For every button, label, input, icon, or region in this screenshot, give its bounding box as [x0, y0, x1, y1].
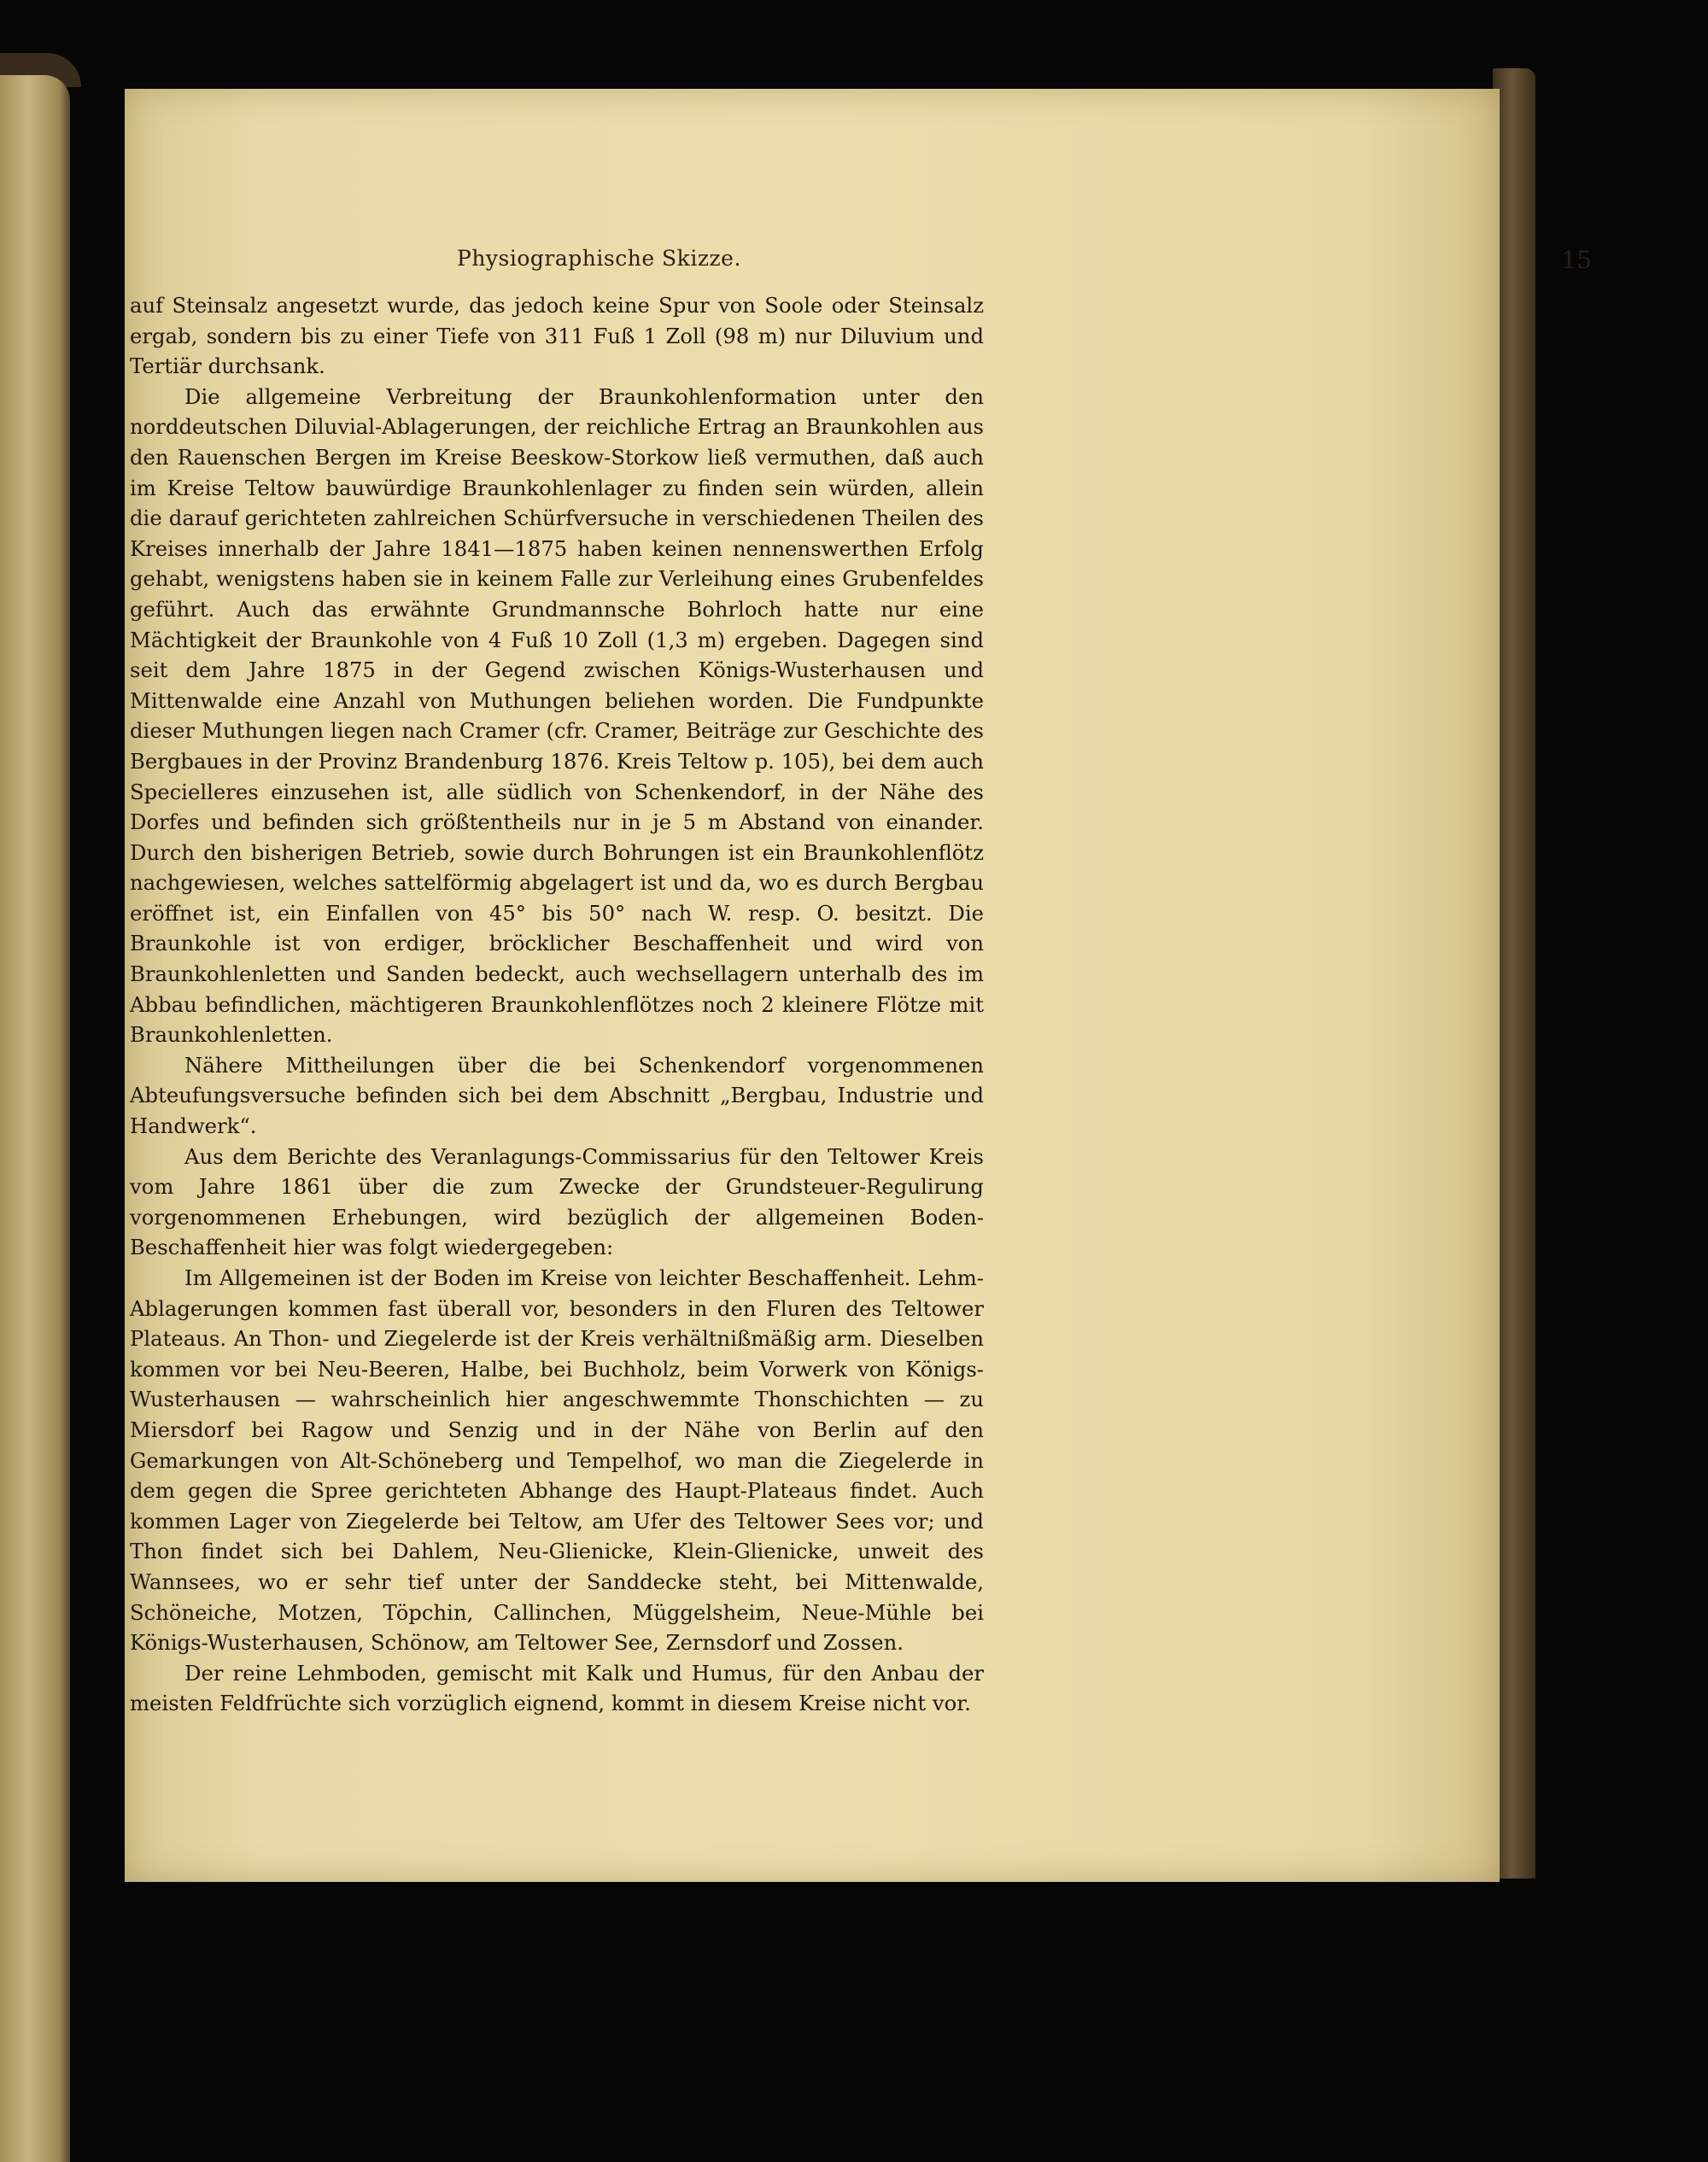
paragraph: Nähere Mittheilungen über die bei Schenkendorf vorgenommenen Abteufungsversuche befinden sich bei dem Abschnitt „Bergbau, Industrie und Handwerk“. — [130, 1052, 984, 1139]
running-title: Physiographische Skizze. — [457, 246, 741, 271]
paragraph: auf Steinsalz angesetzt wurde, das jedoch keine Spur von Soole oder Steinsalz ergab, sondern bis zu einer Tiefe von 311 Fuß 1 Zoll (98 m) nur Diluvium und Tertiär durchsank. — [130, 293, 984, 379]
page-body — [130, 290, 984, 1719]
page-header — [256, 246, 1631, 280]
left-page-edge — [0, 75, 70, 2162]
paragraph: Die allgemeine Verbreitung der Braunkohlenformation unter den norddeutschen Diluvial-Ablagerungen, der reichliche Ertrag an Braunkohlen aus den Rauenschen Bergen im Kreise Beeskow-Storkow ließ vermuthen, daß auch im Kreise Teltow bauwürdige Braunkohlenlager zu finden sein würden, allein die darauf gerichteten zahlreichen Schürfversuche in verschiedenen Theilen des Kreises innerhalb der Jahre 1841—1875 haben keinen nennenswerthen Erfolg gehabt, wenigstens haben sie in keinem Falle zur Verleihung eines Grubenfeldes geführt. Auch das erwähnte Grundmannsche Bohrloch hatte nur eine Mächtigkeit der Braunkohle von 4 Fuß 10 Zoll (1,3 m) ergeben. Dagegen sind seit dem Jahre 1875 in der Gegend zwischen Königs-Wusterhausen und Mittenwalde eine Anzahl von Muthungen beliehen worden. Die Fundpunkte dieser Muthungen liegen nach Cramer (cfr. Cramer, Beiträge zur Geschichte des Bergbaues in der Provinz Brandenburg 1876. Kreis Teltow p. 105), bei dem auch Specielleres einzusehen ist, alle südlich von Schenkendorf, in der Nähe des Dorfes und befinden sich größtentheils nur in je 5 m Abstand von einander. Durch den bisherigen Betrieb, sowie durch Bohrungen ist ein Braunkohlenflötz nachgewiesen, welches sattelförmig abgelagert ist und da, wo es durch Bergbau eröffnet ist, ein Einfallen von 45° bis 50° nach W. resp. O. besitzt. Die Braunkohle ist von erdiger, bröcklicher Beschaffenheit und wird von Braunkohlenletten und Sanden bedeckt, auch wechsellagern unterhalb des im Abbau befindlichen, mächtigeren Braunkohlenflötzes noch 2 kleinere Flötze mit Braunkohlenletten. — [130, 383, 984, 1048]
paragraph: Der reine Lehmboden, gemischt mit Kalk und Humus, für den Anbau der meisten Feldfrüchte sich vorzüglich eignend, kommt in diesem Kreise nicht vor. — [130, 1660, 984, 1716]
paragraph: Im Allgemeinen ist der Boden im Kreise von leichter Beschaffenheit. Lehm-Ablagerungen kommen fast überall vor, besonders in den Fluren des Teltower Plateaus. An Thon- und Ziegelerde ist der Kreis verhältnißmäßig arm. Dieselben kommen vor bei Neu-Beeren, Halbe, bei Buchholz, beim Vorwerk von Königs-Wusterhausen — wahrscheinlich hier angeschwemmte Thonschichten — zu Miersdorf bei Ragow und Senzig und in der Nähe von Berlin auf den Gemarkungen von Alt-Schöneberg und Tempelhof, wo man die Ziegelerde in dem gegen die Spree gerichteten Abhange des Haupt-Plateaus findet. Auch kommen Lager von Ziegelerde bei Teltow, am Ufer des Teltower Sees vor; und Thon findet sich bei Dahlem, Neu-Glienicke, Klein-Glienicke, unweit des Wannsees, wo er sehr tief unter der Sanddecke steht, bei Mittenwalde, Schöneiche, Motzen, Töpchin, Callinchen, Müggelsheim, Neue-Mühle bei Königs-Wusterhausen, Schönow, am Teltower See, Zernsdorf und Zossen. — [130, 1265, 984, 1656]
paragraph: Aus dem Berichte des Veranlagungs-Commissarius für den Teltower Kreis vom Jahre 1861 über die zum Zwecke der Grundsteuer-Regulirung vorgenommenen Erhebungen, wird bezüglich der allgemeinen Boden-Beschaffenheit hier was folgt wiedergegeben: — [130, 1143, 984, 1260]
page-number: 15 — [1561, 246, 1592, 274]
